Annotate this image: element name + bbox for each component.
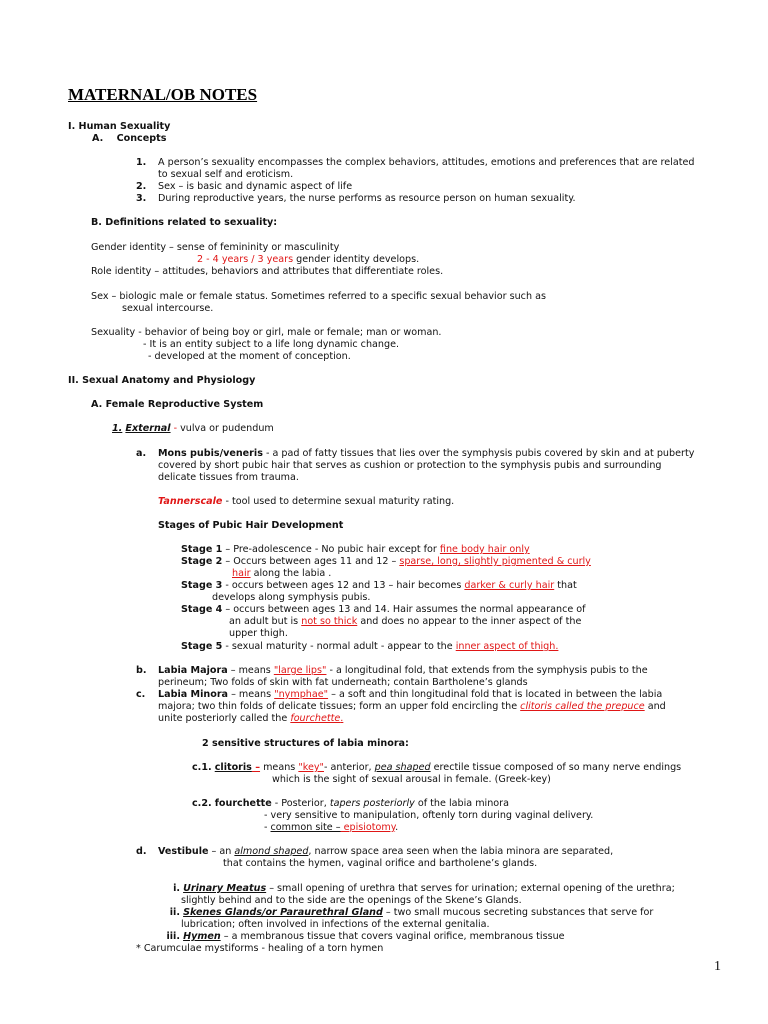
highlight-text: 2 - 4 years / 3 years [197, 254, 294, 265]
item-label: c.2. [192, 798, 212, 809]
list-item [136, 181, 352, 193]
stage-2-continued [232, 568, 331, 580]
definition: – an [208, 846, 235, 857]
highlight-text: not so thick [301, 616, 358, 627]
vestibule [136, 846, 613, 858]
role-identity: Role identity – attitudes, behaviors and attributes that differentiate roles. [91, 266, 444, 277]
definition: - Posterior, [271, 798, 330, 809]
highlight-text: darker & curly hair [464, 580, 555, 591]
definition: – a membranous tissue that covers vaginal orifice, membranous tissue [220, 931, 565, 942]
sensitive-structures-heading: 2 sensitive structures of labia minora: [202, 738, 409, 749]
stage-1 [181, 544, 530, 556]
sex-definition: Sex – biologic male or female status. Sometimes referred to a specific sexual behavior such as [91, 291, 546, 302]
stage-4-continued: upper thigh. [229, 628, 288, 639]
stage-label: Stage 1 [181, 544, 223, 555]
stage-text: that [554, 580, 577, 591]
definition: – means [228, 689, 275, 700]
term: Hymen [183, 931, 221, 942]
definition: means [260, 762, 299, 773]
stage-4 [181, 604, 586, 616]
clitoris [192, 762, 681, 774]
text: - [264, 822, 271, 833]
definition: - tool used to determine sexual maturity rating. [222, 496, 455, 507]
section-heading-human-sexuality: I. Human Sexuality [68, 121, 171, 132]
hymen [158, 931, 565, 943]
stage-3 [181, 580, 577, 592]
tannerscale [158, 496, 454, 508]
subsection-female-reproductive: A. Female Reproductive System [91, 399, 264, 410]
sexuality-definition: Sexuality - behavior of being boy or girl, male or female; man or woman. [91, 327, 442, 338]
text: unite posteriorly called the [158, 713, 291, 724]
definition: - a longitudinal fold, that extends from the symphysis pubis to the [326, 665, 648, 676]
stage-text: and does no appear to the inner aspect of the [357, 616, 582, 627]
emphasis-text: pea shaped [374, 762, 431, 773]
highlight-text: "key" [298, 762, 324, 773]
text: . [395, 822, 399, 833]
mons-pubis [136, 448, 694, 460]
highlight-text: fine body hair only [439, 544, 530, 555]
term: clitoris [214, 762, 252, 773]
definition: – means [227, 665, 274, 676]
stage-4-continued [229, 616, 581, 628]
list-text: During reproductive years, the nurse performs as resource person on human sexuality. [158, 193, 576, 204]
carunculae-note: * Carumculae mystiforms - healing of a torn hymen [136, 943, 384, 954]
sexuality-point: - It is an entity subject to a life long dynamic change. [143, 339, 400, 350]
text: common site – [270, 822, 341, 833]
labia-minora-continued [158, 713, 343, 725]
list-text: Sex – is basic and dynamic aspect of life [158, 181, 353, 192]
gender-identity: Gender identity – sense of femininity or masculinity [91, 242, 340, 253]
term: fourchette [214, 798, 272, 809]
highlight-text: sparse, long, slightly pigmented & curly [399, 556, 591, 567]
page-number: 1 [714, 959, 721, 974]
item-letter: a. [136, 448, 147, 459]
external-label: External [125, 423, 171, 434]
stage-label: Stage 3 [181, 580, 223, 591]
stage-5 [181, 641, 558, 653]
highlight-text: clitoris called the prepuce [520, 701, 645, 712]
emphasis-text: almond shaped [234, 846, 309, 857]
vestibule-continued: that contains the hymen, vaginal orifice and bartholene’s glands. [223, 858, 538, 869]
stages-heading: Stages of Pubic Hair Development [158, 520, 344, 531]
definition: , narrow space area seen when the labia minora are separated, [308, 846, 614, 857]
stage-text: along the labia . [250, 568, 332, 579]
external-number: 1. [112, 423, 123, 434]
definition: – small opening of urethra that serves for urination; external opening of the urethra; [266, 883, 675, 894]
stage-label: Stage 5 [181, 641, 223, 652]
stage-text: - occurs between ages 12 and 13 – hair becomes [222, 580, 465, 591]
external-heading [112, 423, 274, 435]
fourchette-point [264, 822, 398, 834]
highlight-text: inner aspect of thigh. [455, 641, 559, 652]
list-number: 3. [136, 193, 147, 204]
definition: - a pad of fatty tissues that lies over the symphysis pubis covered by skin and at puberty [262, 448, 695, 459]
definition: - anterior, [323, 762, 375, 773]
text: majora; two thin folds of delicate tissues; form an upper fold encircling the [158, 701, 521, 712]
urinary-meatus-continued: slightly behind and to the side are the openings of the Skene’s Glands. [181, 895, 522, 906]
text: and [644, 701, 666, 712]
subsection-concepts [92, 133, 166, 145]
labia-minora [136, 689, 662, 701]
external-description: vulva or pudendum [177, 423, 274, 434]
mons-continued: delicate tissues from trauma. [158, 472, 299, 483]
highlight-text: episiotomy [340, 822, 396, 833]
stage-text: – occurs between ages 13 and 14. Hair assumes the normal appearance of [222, 604, 586, 615]
list-number: 1. [136, 157, 147, 168]
stage-text: - sexual maturity - normal adult - appear to the [222, 641, 456, 652]
emphasis-text: tapers posteriorly [329, 798, 415, 809]
stage-3-continued: develops along symphysis pubis. [212, 592, 371, 603]
definition: – two small mucous secreting substances that serve for [382, 907, 654, 918]
clitoris-continued: which is the sight of sexual arousal in female. (Greek-key) [272, 774, 551, 785]
term: Urinary Meatus [183, 883, 267, 894]
stage-label: Stage 2 [181, 556, 223, 567]
stage-2 [181, 556, 591, 568]
term: Mons pubis/veneris [158, 448, 263, 459]
text: gender identity develops. [293, 254, 420, 265]
definition: erectile tissue composed of so many nerve endings [430, 762, 682, 773]
highlight-text: "large lips" [273, 665, 327, 676]
page-title: MATERNAL/OB NOTES [68, 85, 258, 104]
stage-label: Stage 4 [181, 604, 223, 615]
subsection-definitions: B. Definitions related to sexuality: [91, 217, 278, 228]
labia-majora-continued: perineum; Two folds of skin with fat underneath; contain Bartholene’s glands [158, 677, 528, 688]
sex-definition-continued: sexual intercourse. [122, 303, 214, 314]
term: Vestibule [158, 846, 209, 857]
item-letter: c. [136, 689, 146, 700]
fourchette-point: - very sensitive to manipulation, oftenly torn during vaginal delivery. [264, 810, 594, 821]
definition: of the labia minora [414, 798, 509, 809]
item-number: i. [173, 883, 180, 894]
term: Tannerscale [158, 496, 223, 507]
item-letter: d. [136, 846, 147, 857]
text: . [340, 713, 344, 724]
urinary-meatus [158, 883, 675, 895]
list-item [136, 193, 576, 205]
list-text: A person’s sexuality encompasses the complex behaviors, attitudes, emotions and preferences that are related [158, 157, 695, 168]
term: Labia Minora [158, 689, 229, 700]
skenes-glands [158, 907, 653, 919]
external-dash: - [170, 423, 178, 434]
highlight-text: fourchette [290, 713, 341, 724]
term: Labia Majora [158, 665, 228, 676]
subsection-title: Concepts [116, 133, 167, 144]
fourchette [192, 798, 509, 810]
list-item [136, 157, 695, 169]
stage-text: an adult but is [229, 616, 302, 627]
definition: – a soft and thin longitudinal fold that is located in between the labia [328, 689, 663, 700]
stage-text: – Pre-adolescence - No pubic hair except for [222, 544, 440, 555]
term-dash: – [251, 762, 261, 773]
list-number: 2. [136, 181, 147, 192]
section-heading-anatomy: II. Sexual Anatomy and Physiology [68, 375, 256, 386]
item-number: iii. [166, 931, 180, 942]
mons-continued: covered by short pubic hair that serves as cushion or protection to the symphysis pubis and surrounding [158, 460, 662, 471]
highlight-text: hair [232, 568, 251, 579]
stage-text: – Occurs between ages 11 and 12 – [222, 556, 400, 567]
item-letter: b. [136, 665, 147, 676]
highlight-text: "nymphae" [274, 689, 329, 700]
item-label: c.1. [192, 762, 212, 773]
skenes-glands-continued: lubrication; often involved in infections of the external genitalia. [181, 919, 490, 930]
subsection-letter: A. [92, 133, 104, 144]
labia-majora [136, 665, 648, 677]
term: Skenes Glands/or Paraurethral Gland [183, 907, 383, 918]
labia-minora-continued [158, 701, 666, 713]
item-number: ii. [169, 907, 180, 918]
sexuality-point: - developed at the moment of conception. [148, 351, 351, 362]
gender-identity-age [197, 254, 419, 266]
list-text-continued: to sexual self and eroticism. [158, 169, 294, 180]
